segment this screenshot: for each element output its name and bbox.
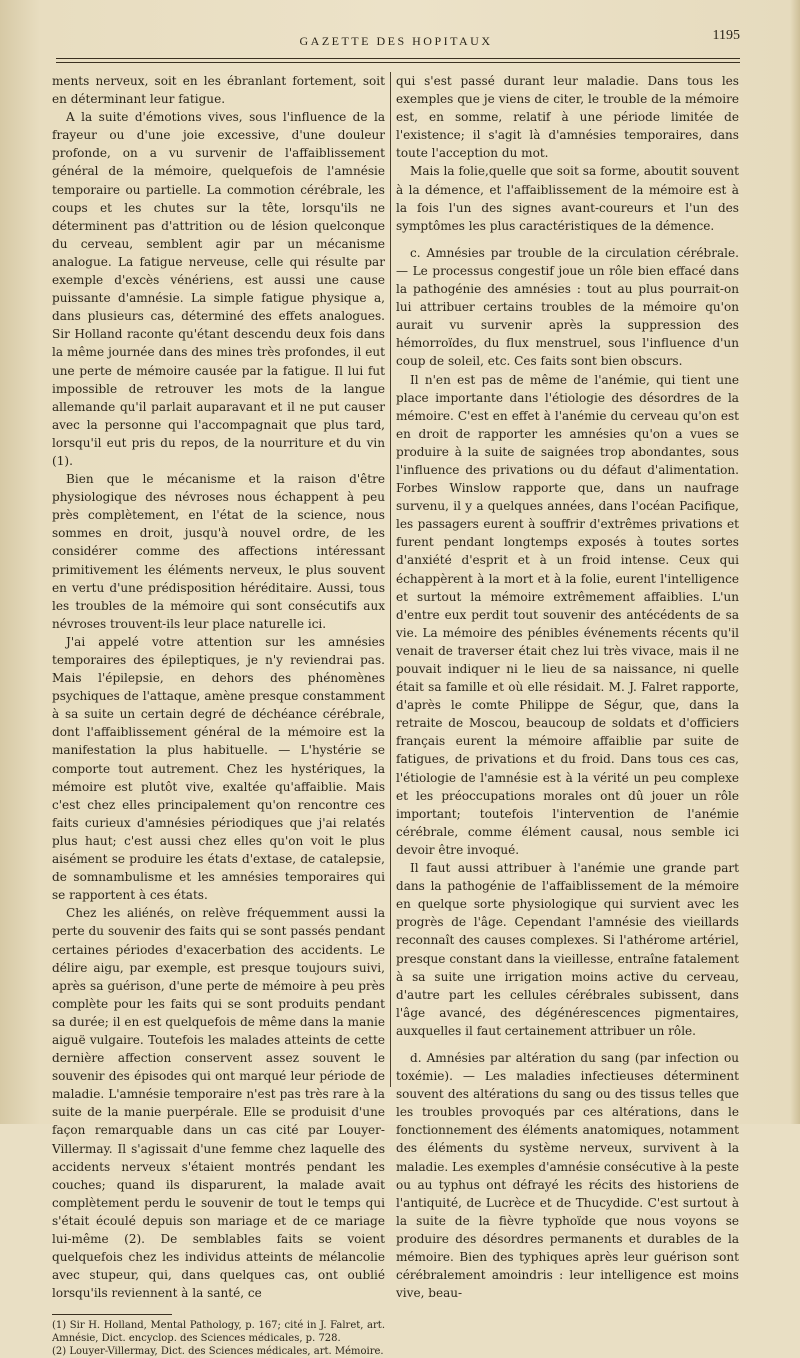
header-rule-thin [56,62,740,63]
page-header [56,28,740,56]
column-divider [390,72,391,1087]
paragraph: Il n'en est pas de même de l'anémie, qui tient une place importante dans l'étiologie des désordres de la mémoire. C'est en effet à l'anémie du cerveau qu'on est en droit de rapporter les amnésies qu'on a vues se produire à la suite de saignées trop abondantes, sous l'influence des privations ou du défaut d'alimentation. Forbes Winslow rapporte que, dans un naufrage survenu, il y a quelques années, dans l'océan Pacifique, les passagers eurent à souffrir d'extrêmes privations et furent pendant longtemps exposés à toutes sortes d'anxiété d'esprit et à un froid intense. Ceux qui échappèrent à la mort et à la folie, eurent l'intelligence et surtout la mémoire extrêmement affaiblies. L'un d'entre eux perdit tout souvenir des antécédents de sa vie. La mémoire des pénibles événements récents qu'il venait de traverser était chez lui très vivace, mais il ne pouvait indiquer ni le lieu de sa naissance, ni quelle était sa famille et où elle résidait. M. J. Falret rapporte, d'après le comte Philippe de Ségur, que, dans la retraite de Moscou, beaucoup de soldats et d'officiers français eurent la mémoire affaiblie par suite de fatigues, de privations et du froid. Dans tous ces cas, l'étiologie de l'amnésie est à la vérité un peu complexe et les préoccupations morales ont dû jouer un rôle important; toutefois l'intervention de l'anémie cérébrale, comme élément causal, nous semble ici devoir être invoqué. [396,372,739,857]
section-paragraph-blood: d. Amnésies par altération du sang (par infection ou toxémie). — Les maladies infectieuses déterminent souvent des altérations du sang ou des tissus telles que les troubles provoqués par ces altérations, dans le fonctionnement des éléments anatomiques, notamment des éléments du système nerveux, survivent à la maladie. Les exemples d'amnésie consécutive à la peste ou au typhus ont défrayé les récits des historiens de l'antiquité, de Lucrèce et de Thucydide. C'est surtout à la suite de la fièvre typhoïde que nous voyons se produire des désordres permanents et durables de la mémoire. Bien des typhiques après leur guérison sont cérébralement amoindris : leur intelligence est moins vive, beau- [396,1050,739,1301]
footnote: (1) Sir H. Holland, Mental Pathology, p. 167; cité in J. Falret, art. Amnésie, Dict. encyclop. des Sciences médicales, p. 728. [52,1320,385,1345]
left-column [52,72,385,1358]
header-rule [56,58,740,59]
section-paragraph-circulation: c. Amnésies par trouble de la circulation cérébrale. — Le processus congestif joue un rôle bien effacé dans la pathogénie des amnésies : tout au plus pourrait-on lui attribuer certains troubles de la mémoire qu'on aurait vu survenir après la suppression des hémorroïdes, du flux menstruel, sous l'influence d'un coup de soleil, etc. Ces faits sont bien obscurs. [396,245,739,369]
paragraph: A la suite d'émotions vives, sous l'influence de la frayeur ou d'une joie excessive, d'une douleur profonde, on a vu survenir de l'affaiblissement général de la mémoire, quelquefois de l'amnésie temporaire ou partielle. La commotion cérébrale, les coups et les chutes sur la tête, lorsqu'ils ne déterminent pas d'attrition ou de lésion quelconque du cerveau, semblent agir par un mécanisme analogue. La fatigue nerveuse, celle qui résulte par exemple d'excès vénériens, est aussi une cause puissante d'amnésie. La simple fatigue physique a, dans plusieurs cas, déterminé des effets analogues. Sir Holland raconte qu'étant descendu deux fois dans la même journée dans des mines très profondes, il eut une perte de mémoire causée par la fatigue. Il lui fut impossible de retrouver les mots de la langue allemande qu'il parlait auparavant et il ne put causer avec la personne qui l'accompagnait que plus tard, lorsqu'il eut pris du repos, de la nourriture et du vin (1). [52,110,385,468]
paragraph: J'ai appelé votre attention sur les amnésies temporaires des épileptiques, je n'y reviendrai pas. Mais l'épilepsie, en dehors des phénomènes psychiques de l'attaque, amène presque constamment à sa suite un certain degré de déchéance cérébrale, dont l'affaiblissement général de la mémoire est la manifestation la plus habituelle. — L'hystérie se comporte tout autrement. Chez les hystériques, la mémoire est plutôt vive, exaltée qu'affaiblie. Mais c'est chez elles principalement qu'on rencontre ces faits curieux d'amnésies périodiques que j'ai relatés plus haut; c'est aussi chez elles qu'on voit le plus aisément se produire les états d'extase, de catalepsie, de somnambulisme et les amnésies temporaires qui se rapportent à ces états. [52,634,385,903]
paragraph: Mais la folie,quelle que soit sa forme, aboutit souvent à la démence, et l'affaiblissement de la mémoire est à la fois l'un des signes avant-coureurs et l'un des symptômes les plus caractéristiques de la démence. [396,164,739,233]
journal-title: GAZETTE DES HOPITAUX [299,34,493,48]
paragraph: Bien que le mécanisme et la raison d'être physiologique des névroses nous échappent à peu près complètement, en l'état de la science, nous sommes en droit, jusqu'à nouvel ordre, de les considérer comme des affections intéressant primitivement les éléments nerveux, le plus souvent en vertu d'une prédisposition héréditaire. Aussi, tous les troubles de la mémoire qui sont consécutifs aux névroses trouvent-ils leur place naturelle ici. [52,472,385,631]
footnote: (2) Louyer-Villermay, Dict. des Sciences médicales, art. Mémoire. [52,1346,384,1358]
footnote-rule [52,1314,172,1315]
paragraph: qui s'est passé durant leur maladie. Dans tous les exemples que je viens de citer, le trouble de la mémoire est, en somme, relatif à une période limitée de l'existence; il s'agit là d'amnésies temporaires, dans toute l'acception du mot. [396,74,739,161]
paragraph: Chez les aliénés, on relève fréquemment aussi la perte du souvenir des faits qui se sont passés pendant certaines périodes d'exacerbation des accidents. Le délire aigu, par exemple, est presque toujours suivi, après sa guérison, d'une perte de mémoire à peu près complète pour les faits qui se sont produits pendant sa durée; il en est quelquefois de même dans la manie aiguë vulgaire. Toutefois les malades atteints de cette dernière affection conservent assez souvent le souvenir des épisodes qui ont marqué leur période de maladie. L'amnésie temporaire n'est pas très rare à la suite de la manie puerpérale. Elle se produisit d'une façon remarquable dans un cas cité par Louyer-Villermay. Il s'agissait d'une femme chez laquelle des accidents nerveux s'étaient montrés pendant les couches; quand ils disparurent, la malade avait complètement perdu le souvenir de tout le temps qui s'était écoulé depuis son mariage et de ce mariage lui-même (2). De semblables faits se voient quelquefois chez les individus atteints de mélancolie avec stupeur, qui, dans quelques cas, ont oublié lorsqu'ils reviennent à la santé, ce [52,906,385,1301]
paragraph: ments nerveux, soit en les ébranlant fortement, soit en déterminant leur fatigue. [52,74,385,107]
paragraph: Il faut aussi attribuer à l'anémie une grande part dans la pathogénie de l'affaiblissement de la mémoire en quelque sorte physiologique qui survient avec les progrès de l'âge. Cependant l'amnésie des vieillards reconnaît des causes complexes. Si l'athérome artériel, presque constant dans la vieillesse, entraîne fatalement à sa suite une irrigation moins active du cerveau, d'autre part les cellules cérébrales subissent, dans l'âge avancé, des dégénérescences pigmentaires, auxquelles il faut certainement attribuer un rôle. [396,861,739,1038]
page-number: 1195 [712,28,740,43]
right-column [396,72,739,1302]
